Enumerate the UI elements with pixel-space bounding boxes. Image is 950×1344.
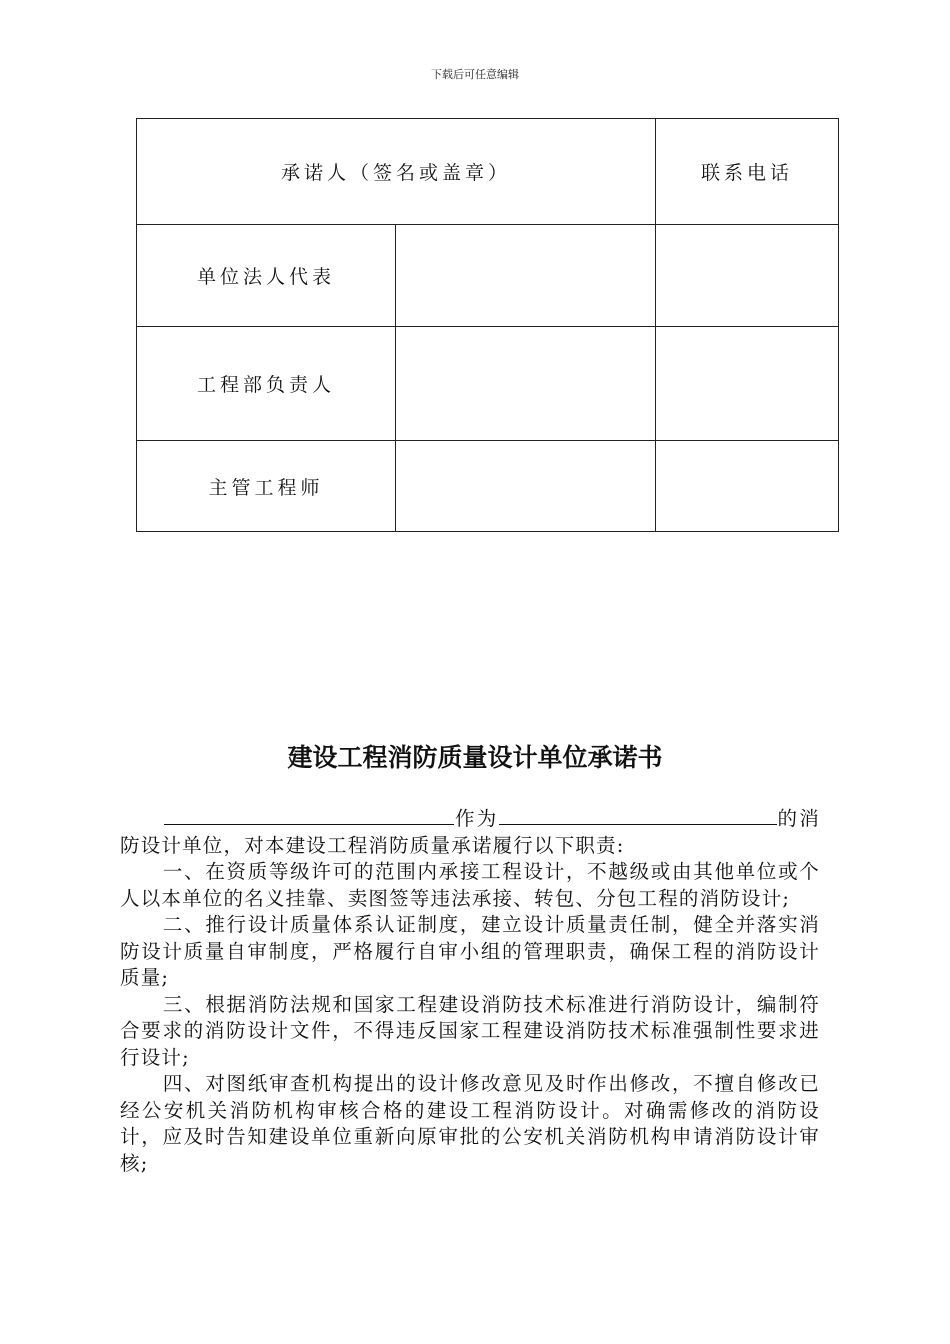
table-header-row: [137, 119, 839, 225]
phone-header: 联系电话: [656, 119, 839, 225]
header-note: 下载后可任意编辑: [431, 68, 519, 81]
table-row: [137, 441, 839, 532]
document-title: 建设工程消防质量设计单位承诺书: [287, 743, 663, 772]
role-label: 工程部负责人: [137, 327, 396, 441]
company-blank[interactable]: [164, 806, 454, 825]
phone-cell[interactable]: [656, 327, 839, 441]
clause-1: 一、在资质等级许可的范围内承接工程设计，不越级或由其他单位或个人以本单位的名义挂靠、卖图签等违法承接、转包、分包工程的消防设计;: [120, 860, 820, 910]
table-row: [137, 225, 839, 327]
role-label: 单位法人代表: [137, 225, 396, 327]
project-blank[interactable]: [499, 806, 777, 825]
intro-paragraph: [120, 806, 820, 859]
intro-as-text: 作为: [454, 807, 499, 830]
clause-2: 二、推行设计质量体系认证制度，建立设计质量责任制，健全并落实消防设计质量自审制度，严格履行自审小组的管理职责，确保工程的消防设计质量;: [120, 913, 820, 989]
role-label: 主管工程师: [137, 441, 396, 532]
phone-cell[interactable]: [656, 441, 839, 532]
commitment-body: [120, 806, 820, 1177]
phone-cell[interactable]: [656, 225, 839, 327]
signature-table: [136, 118, 839, 532]
clause-4: 四、对图纸审查机构提出的设计修改意见及时作出修改，不擅自修改已经公安机关消防机构审核合格的建设工程消防设计。对确需修改的消防设计，应及时告知建设单位重新向原审批的公安机关消防机构申请消防设计审核;: [120, 1072, 820, 1175]
signature-cell[interactable]: [396, 441, 656, 532]
intro-after-text: 的消防设计单位，对本建设工程消防质量承诺履行以下职责:: [120, 807, 820, 857]
signer-header: 承诺人（签名或盖章）: [137, 119, 656, 225]
signature-cell[interactable]: [396, 327, 656, 441]
table-row: [137, 327, 839, 441]
signature-cell[interactable]: [396, 225, 656, 327]
clause-3: 三、根据消防法规和国家工程建设消防技术标准进行消防设计，编制符合要求的消防设计文件，不得违反国家工程建设消防技术标准强制性要求进行设计;: [120, 992, 820, 1069]
